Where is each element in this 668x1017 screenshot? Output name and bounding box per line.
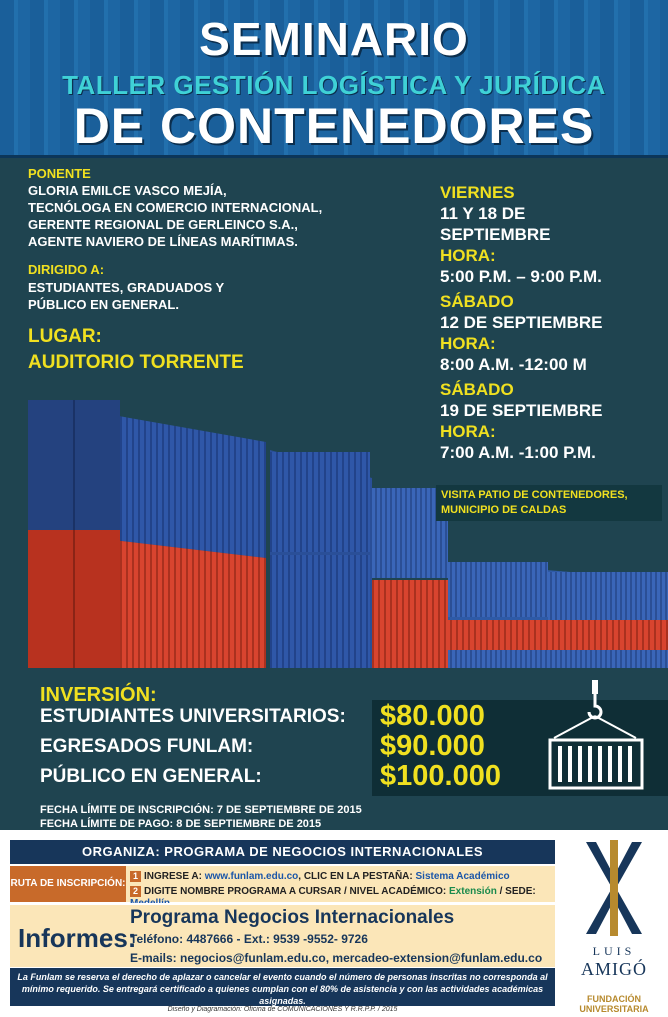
price-3: $100.000 <box>380 760 501 792</box>
schedule-1-hora-label: HORA: <box>440 246 496 265</box>
price-2: $90.000 <box>380 730 485 762</box>
logo-line-luis: LUIS <box>592 944 636 958</box>
organiza-value: PROGRAMA DE NEGOCIOS INTERNACIONALES <box>164 844 483 859</box>
schedule-2-hora: 8:00 A.M. -12:00 M <box>440 355 587 374</box>
schedule-3-day: SÁBADO <box>440 380 514 399</box>
logo-line-universitaria: UNIVERSITARIA <box>579 1004 649 1014</box>
dirigido-line-2: PÚBLICO EN GENERAL. <box>28 297 179 312</box>
informes-box <box>10 903 555 967</box>
price-row-label-2: EGRESADOS FUNLAM: <box>40 736 254 757</box>
step-1-text-b: , CLIC EN LA PESTAÑA: <box>298 871 416 882</box>
luis-amigo-logo <box>560 832 668 1017</box>
header-banner <box>0 0 668 158</box>
price-row-label-1: ESTUDIANTES UNIVERSITARIOS: <box>40 706 346 727</box>
schedule-3-date1: 19 DE SEPTIEMBRE <box>440 401 603 420</box>
schedule-3-hora-label: HORA: <box>440 422 496 441</box>
price-1: $80.000 <box>380 700 485 732</box>
visita-line-2: MUNICIPIO DE CALDAS <box>441 504 567 516</box>
logo-line-amigo: AMIGÓ <box>581 959 647 979</box>
schedule-1-date2: SEPTIEMBRE <box>440 225 551 244</box>
fecha-inscripcion: FECHA LÍMITE DE INSCRIPCIÓN: 7 DE SEPTIEMBRE DE 2015 <box>40 804 362 816</box>
logo-fundacion <box>560 994 668 1014</box>
schedule-1-day: VIERNES <box>440 183 515 202</box>
logo-emblem-icon <box>582 838 646 938</box>
logo-name <box>560 944 668 980</box>
informes-emails <box>130 951 542 965</box>
ponente-label: PONENTE <box>28 166 91 181</box>
schedule-3-hora: 7:00 A.M. -1:00 P.M. <box>440 443 596 462</box>
visita-box <box>436 485 662 521</box>
disclaimer: La Funlam se reserva el derecho de aplazar o cancelar el evento cuando el número de personas inscritas no corresponda al mínimo requerido. Se entregará certificado a quienes cumplan con el 80% de asistencia y con las actividades académicas asignadas. <box>10 968 555 1006</box>
ponente-line-3: GERENTE REGIONAL DE GERLEINCO S.A., <box>28 217 298 232</box>
informes-program: Programa Negocios Internacionales <box>130 907 455 928</box>
ponente-line-1: GLORIA EMILCE VASCO MEJÍA, <box>28 183 227 198</box>
ruta-inscripcion <box>10 866 555 902</box>
ruta-label: RUTA DE INSCRIPCIÓN: <box>10 866 126 902</box>
organiza-label: ORGANIZA: <box>82 844 161 859</box>
fecha-pago: FECHA LÍMITE DE PAGO: 8 DE SEPTIEMBRE DE 2015 <box>40 818 322 830</box>
step-2-text-a: DIGITE NOMBRE PROGRAMA A CURSAR / NIVEL ACADÉMICO: <box>144 886 450 897</box>
step-2-nivel: Extensión <box>449 886 497 897</box>
schedule-2-day: SÁBADO <box>440 292 514 311</box>
ponente-line-2: TECNÓLOGA EN COMERCIO INTERNACIONAL, <box>28 200 323 215</box>
schedule-1-date1: 11 Y 18 DE <box>440 204 526 223</box>
inversion-label: INVERSIÓN: <box>40 684 157 706</box>
schedule-1-hora: 5:00 P.M. – 9:00 P.M. <box>440 267 602 286</box>
step-2-text-c: / SEDE: <box>496 886 536 897</box>
title-contenedores: DE CONTENEDORES <box>73 98 595 154</box>
step-1-text-a: INGRESE A: <box>144 871 205 882</box>
logo-line-fundacion: FUNDACIÓN <box>587 994 641 1004</box>
organiza-bar <box>10 840 555 864</box>
emails-value[interactable]: negocios@funlam.edu.co, mercadeo-extension@funlam.edu.co <box>180 951 543 965</box>
title-seminario: SEMINARIO <box>199 13 469 65</box>
crane-container-icon <box>536 680 656 792</box>
schedule-2-hora-label: HORA: <box>440 334 496 353</box>
ruta-step-1 <box>130 871 510 883</box>
emails-label: E-mails: <box>130 951 181 965</box>
lugar-label: LUGAR: <box>28 326 102 347</box>
container-stacks-image <box>0 380 668 680</box>
dirigido-line-1: ESTUDIANTES, GRADUADOS Y <box>28 280 225 295</box>
dirigido-label: DIRIGIDO A: <box>28 262 105 277</box>
ponente-line-4: AGENTE NAVIERO DE LÍNEAS MARÍTIMAS. <box>28 234 298 249</box>
informes-phone: Teléfono: 4487666 - Ext.: 9539 -9552- 9726 <box>130 932 368 946</box>
informes-label: Informes: <box>18 923 137 953</box>
step-1-number: 1 <box>130 871 141 882</box>
sistema-academico-link[interactable]: Sistema Académico <box>415 871 510 882</box>
price-row-label-3: PÚBLICO EN GENERAL: <box>40 766 262 787</box>
lugar-value: AUDITORIO TORRENTE <box>28 352 244 373</box>
step-2-number: 2 <box>130 886 141 897</box>
visita-line-1: VISITA PATIO DE CONTENEDORES, <box>441 489 628 501</box>
inversion-panel <box>0 676 668 830</box>
design-credit: Diseño y Diagramación: Oficina de COMUNICACIONES Y R.R.P.P. / 2015 <box>167 1006 398 1013</box>
subtitle-taller: TALLER GESTIÓN LOGÍSTICA Y JURÍDICA <box>62 70 606 100</box>
schedule-2-date1: 12 DE SEPTIEMBRE <box>440 313 603 332</box>
funlam-link[interactable]: www.funlam.edu.co <box>204 871 299 882</box>
